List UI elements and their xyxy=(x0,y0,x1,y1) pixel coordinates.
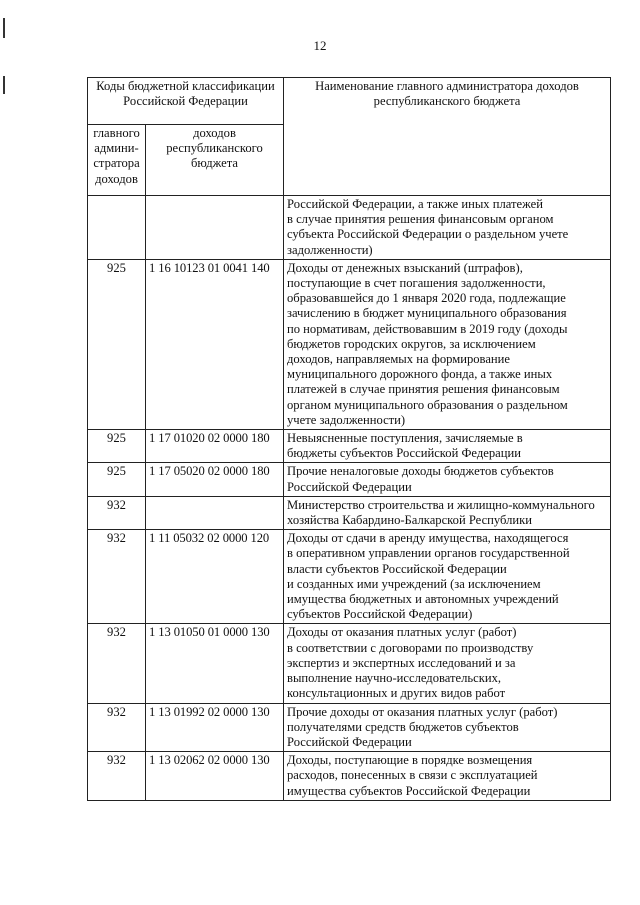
admin-code-cell: 932 xyxy=(88,703,146,752)
header-codes-group: Коды бюджетной классификации Российской Федерации xyxy=(88,78,284,125)
table-row xyxy=(88,624,611,703)
revenue-name-line: муниципального дорожного фонда, а также иных xyxy=(287,367,553,382)
revenue-name-line: Российской Федерации xyxy=(287,479,412,494)
table-row xyxy=(88,703,611,752)
revenue-name-line: имущества бюджетных и автономных учреждений xyxy=(287,592,559,607)
revenue-name-line: Невыясненные поступления, зачисляемые в xyxy=(287,431,523,446)
scan-edge-mark-top xyxy=(3,18,5,38)
admin-code-cell xyxy=(88,196,146,260)
revenue-name-cell xyxy=(284,196,611,260)
revenue-name-line: учете задолженности) xyxy=(287,412,406,427)
revenue-name-line: Доходы от денежных взысканий (штрафов), xyxy=(287,260,523,275)
admin-code-cell: 925 xyxy=(88,430,146,463)
admin-code-cell: 932 xyxy=(88,496,146,529)
revenue-name-line: бюджеты субъектов Российской Федерации xyxy=(287,446,521,461)
table-row xyxy=(88,530,611,624)
revenue-code-cell: 1 13 01050 01 0000 130 xyxy=(146,624,284,703)
revenue-code-cell: 1 16 10123 01 0041 140 xyxy=(146,259,284,429)
table-row xyxy=(88,752,611,801)
revenue-name-line: образовавшейся до 1 января 2020 года, подлежащие xyxy=(287,291,566,306)
revenue-code-cell xyxy=(146,196,284,260)
header-republican-budget-revenue: доходов республиканского бюджета xyxy=(146,125,284,196)
revenue-name-cell xyxy=(284,463,611,496)
revenue-name-line: и созданных ими учреждений (за исключением xyxy=(287,576,541,591)
revenue-name-line: Доходы, поступающие в порядке возмещения xyxy=(287,753,533,768)
admin-code-cell: 932 xyxy=(88,530,146,624)
revenue-code-cell: 1 17 05020 02 0000 180 xyxy=(146,463,284,496)
scan-edge-mark-bottom xyxy=(3,76,5,94)
revenue-name-line: доходов, направляемых на формирование xyxy=(287,352,510,367)
revenue-name-line: задолженности) xyxy=(287,242,373,257)
revenue-name-line: органом муниципального образования о раздельном xyxy=(287,397,568,412)
table-row xyxy=(88,259,611,429)
revenue-name-line: Российской Федерации xyxy=(287,734,412,749)
revenue-name-line: Российской Федерации, а также иных платежей xyxy=(287,197,543,211)
budget-classification-table xyxy=(87,77,611,801)
table-row xyxy=(88,496,611,529)
table-row xyxy=(88,430,611,463)
revenue-name-line: зачислению в бюджет муниципального образования xyxy=(287,306,567,321)
header-row-group xyxy=(88,78,611,125)
table-body xyxy=(88,196,611,801)
revenue-name-line: Прочие доходы от оказания платных услуг (работ) xyxy=(287,704,558,719)
revenue-name-cell xyxy=(284,430,611,463)
revenue-name-line: Прочие неналоговые доходы бюджетов субъектов xyxy=(287,464,554,479)
revenue-name-cell xyxy=(284,530,611,624)
revenue-name-line: власти субъектов Российской Федерации xyxy=(287,561,507,576)
revenue-name-line: в случае принятия решения финансовым органом xyxy=(287,212,554,227)
revenue-name-line: хозяйства Кабардино-Балкарской Республики xyxy=(287,513,533,528)
revenue-name-cell xyxy=(284,496,611,529)
revenue-name-line: платежей в случае принятия решения финансовым xyxy=(287,382,560,397)
revenue-name-line: имущества субъектов Российской Федерации xyxy=(287,783,531,798)
page-number: 12 xyxy=(313,38,327,53)
revenue-name-line: субъекта Российской Федерации о раздельном учете xyxy=(287,227,569,242)
revenue-name-line: консультационных и других видов работ xyxy=(287,686,506,701)
revenue-code-cell: 1 13 02062 02 0000 130 xyxy=(146,752,284,801)
admin-code-cell: 932 xyxy=(88,752,146,801)
revenue-name-line: получателями средств бюджетов субъектов xyxy=(287,719,519,734)
revenue-name-line: субъектов Российской Федерации) xyxy=(287,607,473,622)
revenue-name-line: в соответствии с договорами по производству xyxy=(287,640,534,655)
header-administrator-name: Наименование главного администратора доходов республиканского бюджета xyxy=(284,78,611,196)
admin-code-cell: 925 xyxy=(88,259,146,429)
revenue-name-cell xyxy=(284,752,611,801)
revenue-name-line: в оперативном управлении органов государственной xyxy=(287,546,570,561)
revenue-code-cell: 1 13 01992 02 0000 130 xyxy=(146,703,284,752)
revenue-name-line: поступающие в счет погашения задолженности, xyxy=(287,276,546,291)
revenue-name-line: Доходы от оказания платных услуг (работ) xyxy=(287,625,517,640)
revenue-code-cell: 1 11 05032 02 0000 120 xyxy=(146,530,284,624)
revenue-name-line: Доходы от сдачи в аренду имущества, находящегося xyxy=(287,531,569,546)
header-chief-administrator: главного админи-стратора доходов xyxy=(88,125,146,196)
revenue-code-cell xyxy=(146,496,284,529)
revenue-code-cell: 1 17 01020 02 0000 180 xyxy=(146,430,284,463)
revenue-name-cell xyxy=(284,259,611,429)
revenue-name-line: выполнение научно-исследовательских, xyxy=(287,671,502,686)
revenue-name-cell xyxy=(284,703,611,752)
revenue-name-line: Министерство строительства и жилищно-коммунального xyxy=(287,497,595,512)
revenue-name-line: экспертиз и экспертных исследований и за xyxy=(287,655,516,670)
revenue-name-line: расходов, понесенных в связи с эксплуатацией xyxy=(287,768,538,783)
table-row xyxy=(88,196,611,260)
revenue-name-line: бюджетов городских округов, за исключением xyxy=(287,336,536,351)
revenue-name-cell xyxy=(284,624,611,703)
revenue-name-line: по нормативам, действовавшим в 2019 году (доходы xyxy=(287,321,568,336)
admin-code-cell: 925 xyxy=(88,463,146,496)
admin-code-cell: 932 xyxy=(88,624,146,703)
table-row xyxy=(88,463,611,496)
